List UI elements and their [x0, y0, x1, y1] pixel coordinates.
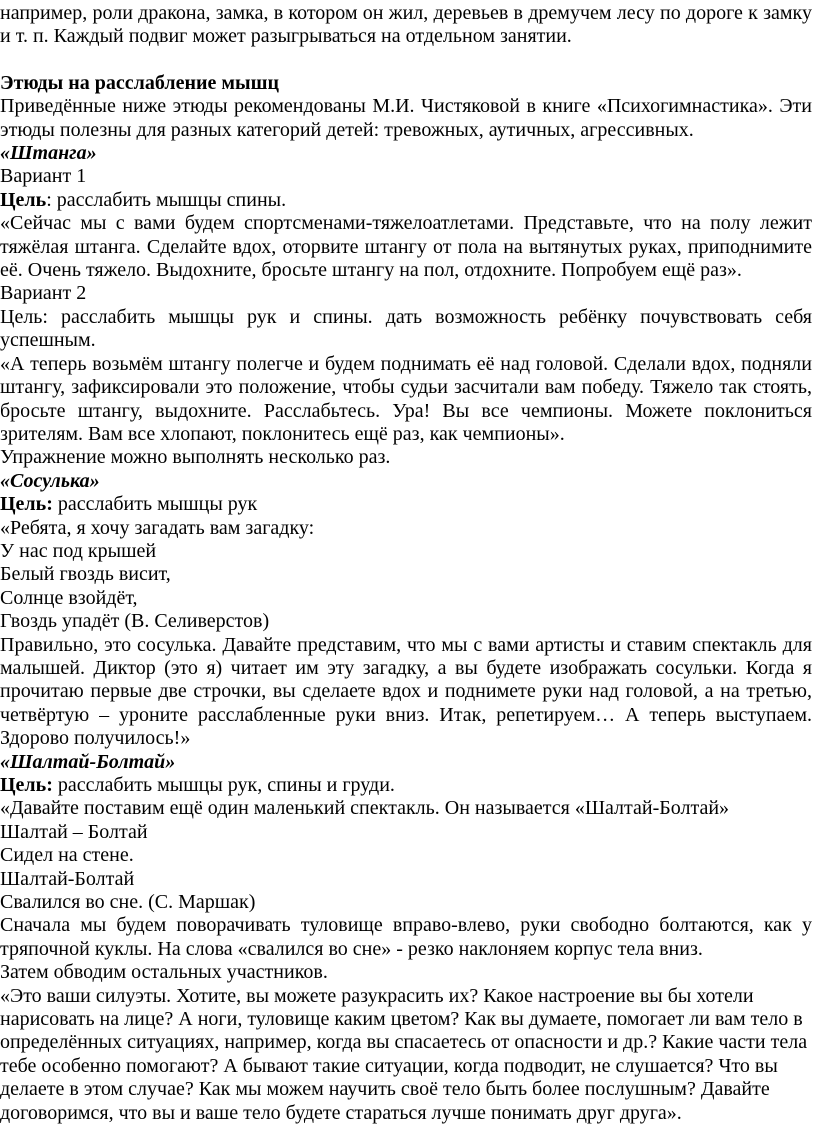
goal-shaltai	[0, 774, 812, 797]
poem-line: Шалтай-Болтай	[0, 867, 135, 890]
shtanga-text-2: «А теперь возьмём штангу полегче и будем поднимать её над головой. Сделали вдох, подняли штангу, зафиксировали это положение, чтобы судьи засчитали вам победу. Тяжело так стоять, бросьте штангу, выдохните. Расслабьтесь. Ура! Вы все чемпионы. Можете поклониться зрителям. Вам все хлопают, поклонитесь ещё раз, как чемпионы».	[0, 352, 812, 445]
blank-line	[0, 49, 812, 72]
variant-1-label: Вариант 1	[0, 165, 87, 188]
goal-2: Цель: расслабить мышцы рук и спины. дать возможность ребёнку почувствовать себя успешным.	[0, 305, 812, 352]
variant-2-label: Вариант 2	[0, 282, 87, 305]
section-intro: Приведённые ниже этюды рекомендованы М.И. Чистяковой в книге «Психогимнастика». Эти этюды полезны для разных категорий детей: тревожных, аутичных, агрессивных.	[0, 95, 812, 141]
shaltai-intro: «Давайте поставим ещё один маленький спектакль. Он называется «Шалтай-Болтай»	[0, 797, 730, 820]
goal-text: : расслабить мышцы спины.	[46, 188, 287, 211]
poem-line: Сидел на стене.	[0, 844, 134, 867]
etude-title-shaltai: «Шалтай-Болтай»	[0, 750, 176, 773]
goal-text: расслабить мышцы рук	[52, 493, 258, 516]
poem-line: У нас под крышей	[0, 539, 157, 562]
shtanga-text-1: «Сейчас мы с вами будем спортсменами-тяжелоатлетами. Представьте, что на полу лежит тяжёлая штанга. Сделайте вдох, оторвите штангу от пола на вытянутых руках, приподнимите её. Очень тяжело. Выдохните, бросьте штангу на пол, отдохните. Попробуем ещё раз».	[0, 212, 812, 282]
questions-paragraph: «Это ваши силуэты. Хотите, вы можете разукрасить их? Какое настроение вы бы хотели нарисовать на лице? А ноги, туловище каким цветом? Как вы думаете, помогает ли вам тело в определённых ситуациях, например, когда вы спасаетесь от опасности и др.? Какие части тела тебе особенно помогают? А бывают такие ситуации, когда подводит, не слушается? Что вы делаете в этом случае? Как мы можем научить своё тело быть более послушным? Давайте договоримся, что вы и ваше тело будете стараться лучше понимать друг друга».	[0, 984, 808, 1124]
shaltai-text: Сначала мы будем поворачивать туловище вправо-влево, руки свободно болтаются, как у тряпочной куклы. На слова «свалился во сне» - резко наклоняем корпус тела вниз.	[0, 914, 812, 960]
goal-label: Цель:	[0, 774, 53, 796]
outline-note: Затем обводим остальных участников.	[0, 961, 328, 984]
poem-line: Шалтай – Болтай	[0, 820, 148, 843]
etude-title-sosulka: «Сосулька»	[0, 469, 100, 492]
section-title: Этюды на расслабление мышц	[0, 71, 280, 94]
etude-title-shtanga: «Штанга»	[0, 142, 97, 165]
repeat-note: Упражнение можно выполнять несколько раз.	[0, 446, 391, 469]
poem-line: Солнце взойдёт,	[0, 586, 138, 609]
goal-label: Цель	[0, 188, 47, 211]
goal-text: расслабить мышцы рук, спины и груди.	[52, 774, 395, 796]
poem-line: Гвоздь упадёт (В. Селиверстов)	[0, 610, 270, 633]
sosulka-text: Правильно, это сосулька. Давайте представим, что мы с вами артисты и ставим спектакль для малышей. Диктор (это я) читает им эту загадку, а вы будете изображать сосульки. Когда я прочитаю первые две строчки, вы сделаете вдох и поднимете руки над головой, а на третью, четвёртую – уроните расслабленные руки вниз. Итак, репетируем… А теперь выступаем. Здорово получилось!»	[0, 633, 812, 750]
goal-label: Цель:	[0, 493, 53, 516]
sosulka-intro: «Ребята, я хочу загадать вам загадку:	[0, 516, 315, 539]
poem-line: Белый гвоздь висит,	[0, 563, 171, 586]
intro-paragraph: например, роли дракона, замка, в котором он жил, деревьев в дремучем лесу по дороге к замку и т. п. Каждый подвиг может разыгрываться на отдельном занятии.	[0, 2, 812, 48]
poem-line: Свалился во сне. (С. Маршак)	[0, 891, 256, 914]
goal-sosulka	[0, 493, 812, 516]
goal-1	[0, 189, 812, 212]
